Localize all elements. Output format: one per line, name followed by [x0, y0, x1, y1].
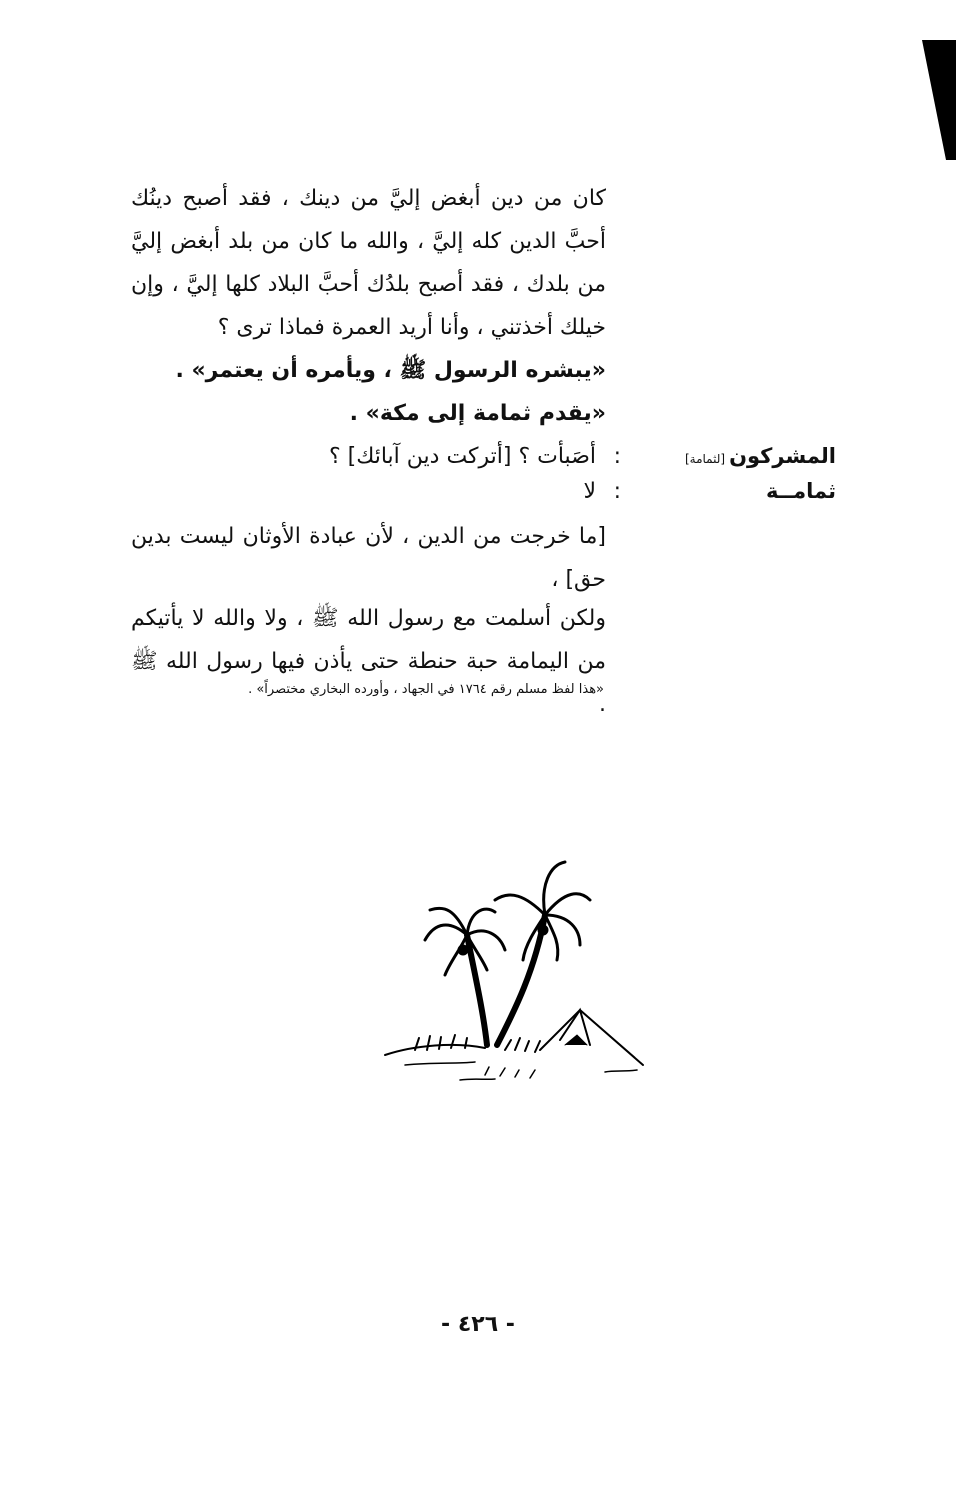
dialogue-row — [126, 470, 836, 513]
paragraph-1: كان من دين أبغض إليَّ من دينك ، فقد أصبح دينُك أحبَّ الدين كله إليَّ ، والله ما كان من بلد أبغض إليَّ من بلدك ، فقد أصبح بلدُك أحبَّ البلاد كلها إليَّ ، وإن خيلك أخذتني ، وأنا أريد العمرة فماذا ترى ؟ — [131, 186, 606, 340]
paragraph-3: ولكن أسلمت مع رسول الله ﷺ ، ولا والله لا يأتيكم من اليمامة حبة حنطة حتى يأذن فيها رسول الله ﷺ . — [131, 606, 606, 717]
dialogue-colon: : — [613, 444, 621, 469]
stage-direction-2: «يقدم ثمامة إلى مكة» . — [349, 401, 606, 426]
footnote: «هذا لفظ مسلم رقم ١٧٦٤ في الجهاد ، وأورده البخاري مختصراً» . — [248, 682, 604, 697]
page-edge-mark — [916, 40, 956, 160]
palm-tree-illustration — [375, 850, 650, 1095]
stage-direction-1: «يبشره الرسول ﷺ ، ويأمره أن يعتمر» . — [175, 358, 606, 383]
dialogue-text: لا — [583, 479, 596, 504]
speaker-name: ثمامــة — [766, 479, 836, 503]
page-number: - ٤٢٦ - — [441, 1312, 515, 1337]
dialogue-text: أصَبأت ؟ [أتركت دين آبائك] ؟ — [328, 444, 596, 469]
speaker-name: المشركون[لثمامة] — [684, 444, 836, 468]
dialogue-colon: : — [613, 479, 621, 504]
paragraph-2: [ما خرجت من الدين ، لأن عبادة الأوثان ليست بدين حق] ، — [131, 524, 606, 592]
